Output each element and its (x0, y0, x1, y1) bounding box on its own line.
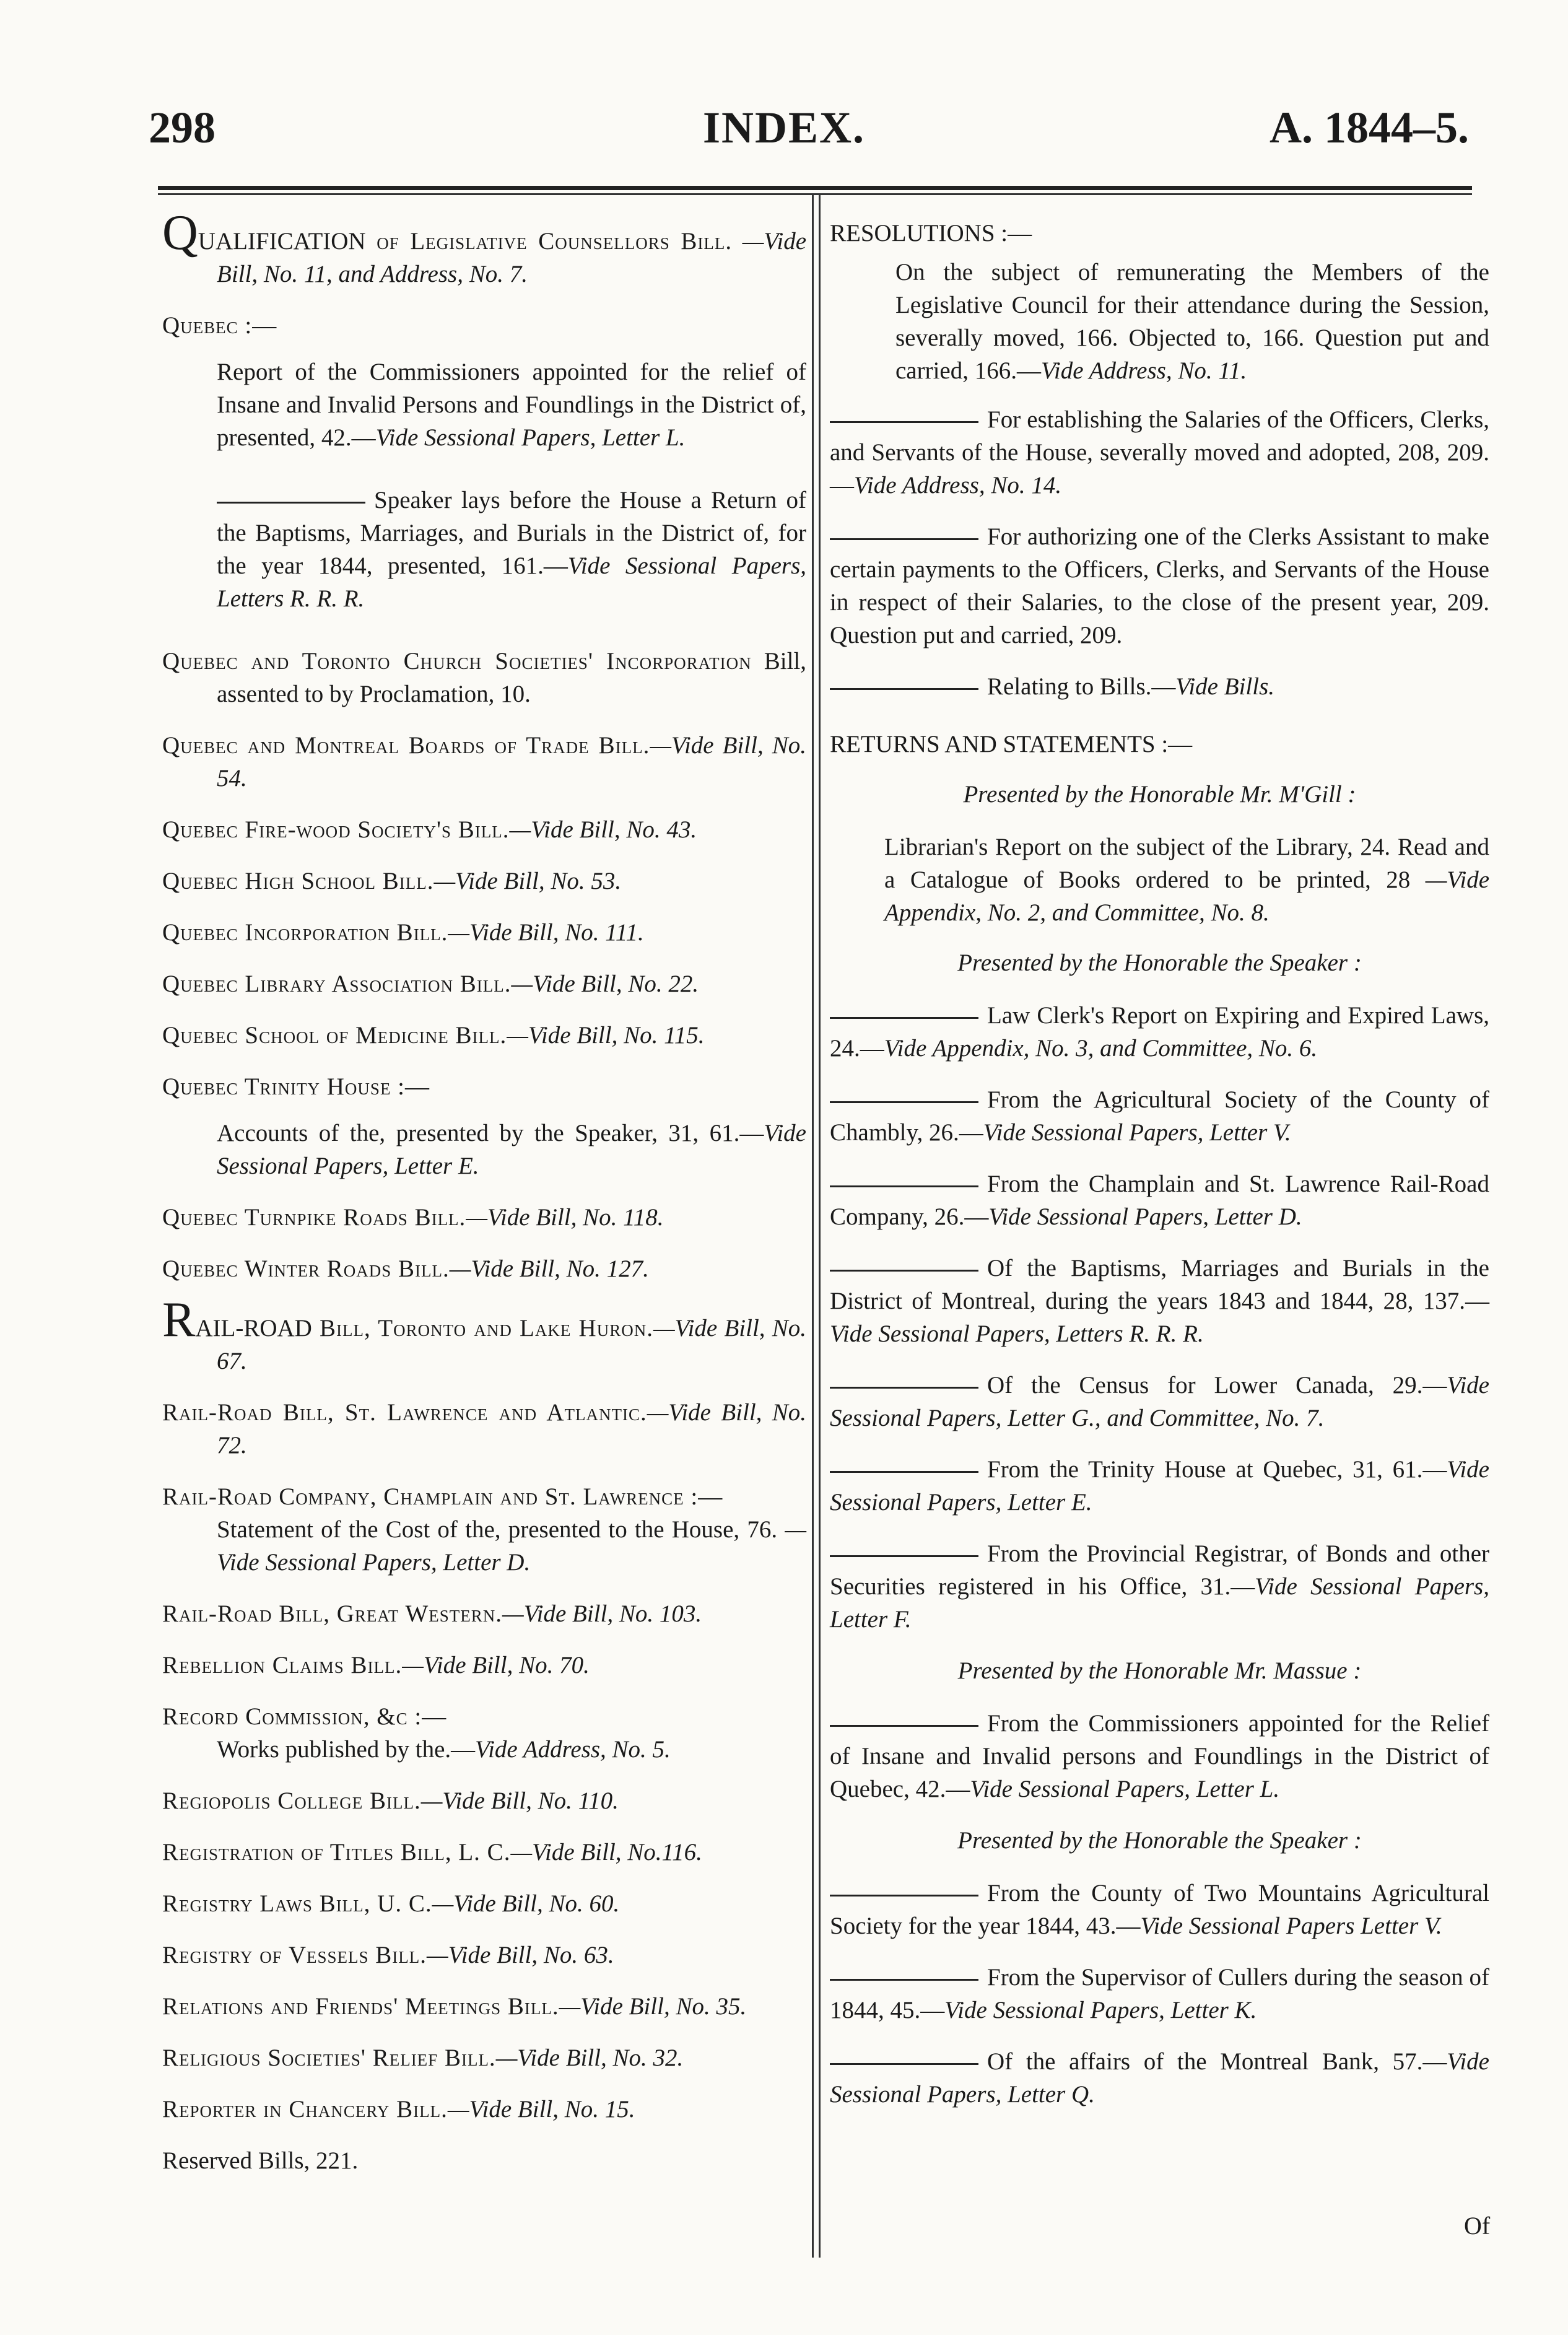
entry-high-school: Quebec High School Bill.—Vide Bill, No. 53. (162, 868, 622, 894)
repeat-dash (830, 538, 978, 540)
column-divider-second (819, 195, 821, 2258)
entry-record-sub: Works published by the.—Vide Address, No. 5. (217, 1736, 671, 1763)
resolutions-heading: RESOLUTIONS :— (830, 220, 1032, 247)
entry-quebec-sub1: Report of the Commissioners appointed for the relief of Insane and Invalid Persons and Foundlings in the District of, presented, 42.—Vide Sessional Papers, Letter L. (217, 359, 806, 451)
header-rule-thin (158, 193, 1472, 195)
entry-montreal-boards: Quebec and Montreal Boards of Trade Bill.—Vide Bill, No. 54. (162, 732, 806, 792)
resolution-clerks: For authorizing one of the Clerks Assistant to make certain payments to the Officers, Clerks, and Servants of the House in respect of their Salaries, to the close of the present year, 209. Question put and carried, 209. (830, 523, 1489, 648)
return-champlain: From the Champlain and St. Lawrence Rail-Road Company, 26.—Vide Sessional Papers, Letter D. (830, 1171, 1489, 1230)
repeat-dash (830, 1895, 978, 1896)
resolution-bills: Relating to Bills.—Vide Bills. (830, 670, 1489, 703)
repeat-dash (830, 1979, 978, 1981)
entry-library: Quebec Library Association Bill.—Vide Bill, No. 22. (162, 971, 699, 997)
entry-incorporation: Quebec Incorporation Bill.—Vide Bill, No. 111. (162, 919, 644, 946)
return-insane: From the Commissioners appointed for the Relief of Insane and Invalid persons and Foundlings in the District of Quebec, 42.—Vide Sessional Papers, Letter L. (830, 1710, 1489, 1802)
header-rule-thick (158, 186, 1472, 190)
right-column (830, 217, 1489, 2129)
resolution-remuneration: On the subject of remunerating the Members of the Legislative Council for their attendance during the Session, severally moved, 166. Objected to, 166. Question put and carried, 166.—Vide Address, No. 11. (895, 259, 1489, 384)
resolution-salaries: For establishing the Salaries of the Officers, Clerks, and Servants of the House, severally moved and adopted, 208, 209.—Vide Address, No. 14. (830, 406, 1489, 499)
entry-regiopolis: Regiopolis College Bill.—Vide Bill, No. 110. (162, 1787, 619, 1814)
entry-religious: Religious Societies' Relief Bill.—Vide Bill, No. 32. (162, 2045, 684, 2071)
repeat-dash (830, 1101, 978, 1103)
left-column (162, 206, 807, 2196)
entry-record-head: Record Commission, &c :— (162, 1703, 447, 1730)
entry-relations: Relations and Friends' Meetings Bill.—Vide Bill, No. 35. (162, 1993, 747, 2020)
presented-mcgill: Presented by the Honorable Mr. M'Gill : (963, 781, 1356, 808)
repeat-dash (217, 502, 365, 504)
return-registrar: From the Provincial Registrar, of Bonds and other Securities registered in his Office, 31.—Vide Sessional Papers, Letter F. (830, 1540, 1489, 1633)
entry-rail-toronto: RAIL-ROAD Bill, Toronto and Lake Huron.—Vide Bill, No. 67. (162, 1293, 807, 1374)
repeat-dash (830, 1270, 978, 1272)
entry-rail-company-head: Rail-Road Company, Champlain and St. Lawrence :— (162, 1483, 723, 1510)
repeat-dash (830, 421, 978, 423)
presented-speaker-2: Presented by the Honorable the Speaker : (957, 1827, 1362, 1854)
entry-trinity-head: Quebec Trinity House :— (162, 1073, 430, 1100)
entry-rebellion: Rebellion Claims Bill.—Vide Bill, No. 70. (162, 1652, 590, 1678)
return-cullers: From the Supervisor of Cullers during the season of 1844, 45.—Vide Sessional Papers, Letter K. (830, 1964, 1489, 2023)
entry-turnpike: Quebec Turnpike Roads Bill.—Vide Bill, No. 118. (162, 1204, 664, 1231)
page-number: 298 (149, 103, 216, 152)
return-baptisms: Of the Baptisms, Marriages and Burials in the District of Montreal, during the years 1843 and 1844, 28, 137.—Vide Sessional Papers, Letters R. R. R. (830, 1255, 1489, 1347)
return-trinity: From the Trinity House at Quebec, 31, 61.—Vide Sessional Papers, Letter E. (830, 1456, 1489, 1516)
page-year: A. 1844–5. (1270, 103, 1469, 152)
repeat-dash (830, 1725, 978, 1727)
entry-toronto-church: Quebec and Toronto Church Societies' Incorporation Bill, assented to by Proclamation, 10. (162, 648, 806, 707)
entry-reserved: Reserved Bills, 221. (162, 2147, 359, 2174)
repeat-dash (830, 1185, 978, 1187)
returns-heading: RETURNS AND STATEMENTS :— (830, 731, 1193, 757)
repeat-dash (830, 1387, 978, 1389)
entry-firewood: Quebec Fire-wood Society's Bill.—Vide Bill, No. 43. (162, 816, 697, 843)
repeat-dash (830, 688, 978, 690)
presented-massue: Presented by the Honorable Mr. Massue : (957, 1657, 1362, 1684)
entry-registration: Registration of Titles Bill, L. C.—Vide Bill, No.116. (162, 1839, 702, 1866)
entry-trinity-sub: Accounts of the, presented by the Speaker, 31, 61.—Vide Sessional Papers, Letter E. (217, 1120, 806, 1179)
entry-rail-stlawrence: Rail-Road Bill, St. Lawrence and Atlantic.—Vide Bill, No. 72. (162, 1399, 807, 1459)
entry-reporter: Reporter in Chancery Bill.—Vide Bill, No. 15. (162, 2096, 635, 2123)
entry-medicine: Quebec School of Medicine Bill.—Vide Bill, No. 115. (162, 1022, 705, 1049)
entry-qualification: QUALIFICATION of Legislative Counsellors Bill. —Vide Bill, No. 11, and Address, No. 7. (162, 206, 807, 287)
entry-quebec-sub2: Speaker lays before the House a Return of the Baptisms, Marriages, and Burials in the District of, for the year 1844, presented, 161.—Vide Sessional Papers, Letters R. R. R. (217, 487, 806, 612)
return-census: Of the Census for Lower Canada, 29.—Vide Sessional Papers, Letter G., and Committee, No. 7. (830, 1372, 1489, 1431)
entry-registry-laws: Registry Laws Bill, U. C.—Vide Bill, No. 60. (162, 1890, 620, 1917)
return-librarian: Librarian's Report on the subject of the Library, 24. Read and a Catalogue of Books ordered to be printed, 28 —Vide Appendix, No. 2, and Committee, No. 8. (884, 834, 1490, 926)
column-divider (812, 195, 814, 2258)
entry-rail-great-western: Rail-Road Bill, Great Western.—Vide Bill, No. 103. (162, 1600, 702, 1627)
repeat-dash (830, 1471, 978, 1473)
repeat-dash (830, 2063, 978, 2065)
catchword: Of (1464, 2212, 1491, 2240)
return-two-mountains: From the County of Two Mountains Agricultural Society for the year 1844, 43.—Vide Sessional Papers Letter V. (830, 1880, 1489, 1939)
repeat-dash (830, 1555, 978, 1557)
entry-rail-company-sub: Statement of the Cost of the, presented to the House, 76. —Vide Sessional Papers, Letter D. (217, 1516, 806, 1576)
return-law-clerk: Law Clerk's Report on Expiring and Expired Laws, 24.—Vide Appendix, No. 3, and Committee, No. 6. (830, 1002, 1489, 1062)
presented-speaker-1: Presented by the Honorable the Speaker : (957, 949, 1362, 976)
entry-winter: Quebec Winter Roads Bill.—Vide Bill, No. 127. (162, 1255, 649, 1282)
page-title: INDEX. (702, 103, 866, 152)
repeat-dash (830, 1017, 978, 1019)
return-montreal-bank: Of the affairs of the Montreal Bank, 57.—Vide Sessional Papers, Letter Q. (830, 2048, 1489, 2108)
entry-quebec-head: Quebec :— (162, 312, 277, 339)
entry-vessels: Registry of Vessels Bill.—Vide Bill, No. 63. (162, 1942, 614, 1968)
return-agricultural: From the Agricultural Society of the County of Chambly, 26.—Vide Sessional Papers, Letter V. (830, 1086, 1489, 1146)
